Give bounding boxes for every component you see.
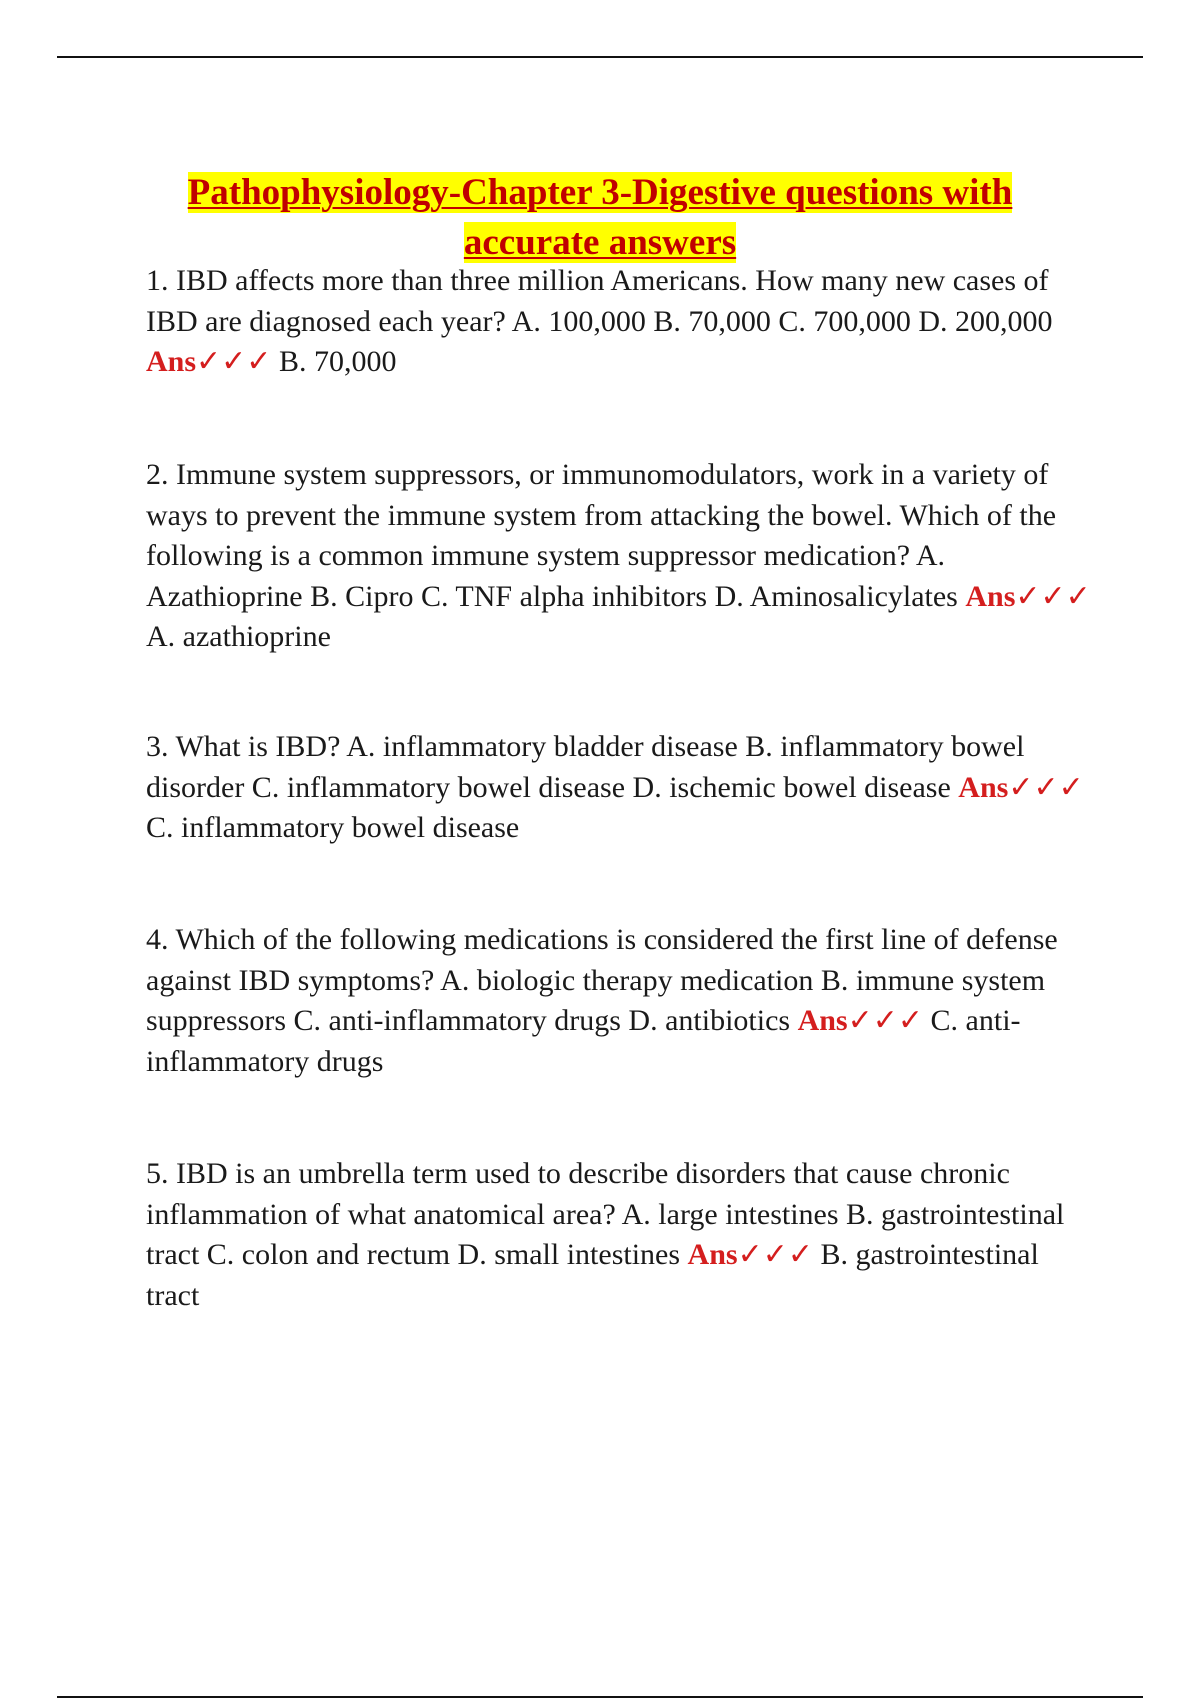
answer-text: A. azathioprine <box>146 620 331 653</box>
answer-text: C. inflammatory bowel disease <box>146 811 520 844</box>
header-rule <box>57 56 1143 58</box>
question-text: 1. IBD affects more than three million Americans. How many new cases of IBD are diagnosed each year? A. 100,000 B. 70,000 C. 700,000 D. 200,000 <box>146 264 1053 338</box>
answer-text: B. 70,000 <box>278 345 397 378</box>
question-item <box>146 727 1096 849</box>
question-text: 3. What is IBD? A. inflammatory bladder disease B. inflammatory bowel disorder C. inflammatory bowel disease D. ischemic bowel disease <box>146 730 1025 804</box>
check-marks-icon: ✓✓✓ <box>737 1238 813 1271</box>
answer-label: Ans <box>965 579 1016 613</box>
check-marks-icon: ✓✓✓ <box>1015 579 1091 613</box>
check-marks-icon: ✓✓✓ <box>1008 770 1084 804</box>
footer-rule <box>57 1696 1143 1698</box>
question-text: 2. Immune system suppressors, or immunomodulators, work in a variety of ways to prevent the immune system from attacking the bowel. Which of the following is a common immune system suppressor medication? A. Azathioprine B. Cipro C. TNF alpha inhibitors D. Aminosalicylates <box>146 458 1057 613</box>
question-text: 5. IBD is an umbrella term used to describe disorders that cause chronic inflammation of what anatomical area? A. large intestines B. gastrointestinal tract C. colon and rectum D. small intestines <box>146 1157 1065 1271</box>
answer-label: Ans <box>958 770 1009 804</box>
question-item <box>146 920 1096 1082</box>
check-marks-icon: ✓✓✓ <box>847 1004 924 1037</box>
question-item <box>146 1154 1096 1316</box>
question-item <box>146 455 1096 658</box>
document-title-text: Pathophysiology-Chapter 3-Digestive questions with accurate answers <box>187 171 1013 263</box>
answer-label: Ans <box>797 1004 848 1037</box>
question-text: 4. Which of the following medications is considered the first line of defense against IBD symptoms? A. biologic therapy medication B. immune system suppressors C. anti-inflammatory drugs D. antibiotics <box>146 923 1058 1037</box>
question-item <box>146 261 1096 383</box>
answer-text: C. anti-inflammatory drugs <box>146 1004 1021 1078</box>
answer-text: B. gastrointestinal tract <box>146 1238 1039 1312</box>
answer-label: Ans <box>687 1238 738 1271</box>
answer-label: Ans <box>146 345 197 378</box>
check-marks-icon: ✓✓✓ <box>196 345 272 378</box>
document-title <box>120 168 1080 268</box>
